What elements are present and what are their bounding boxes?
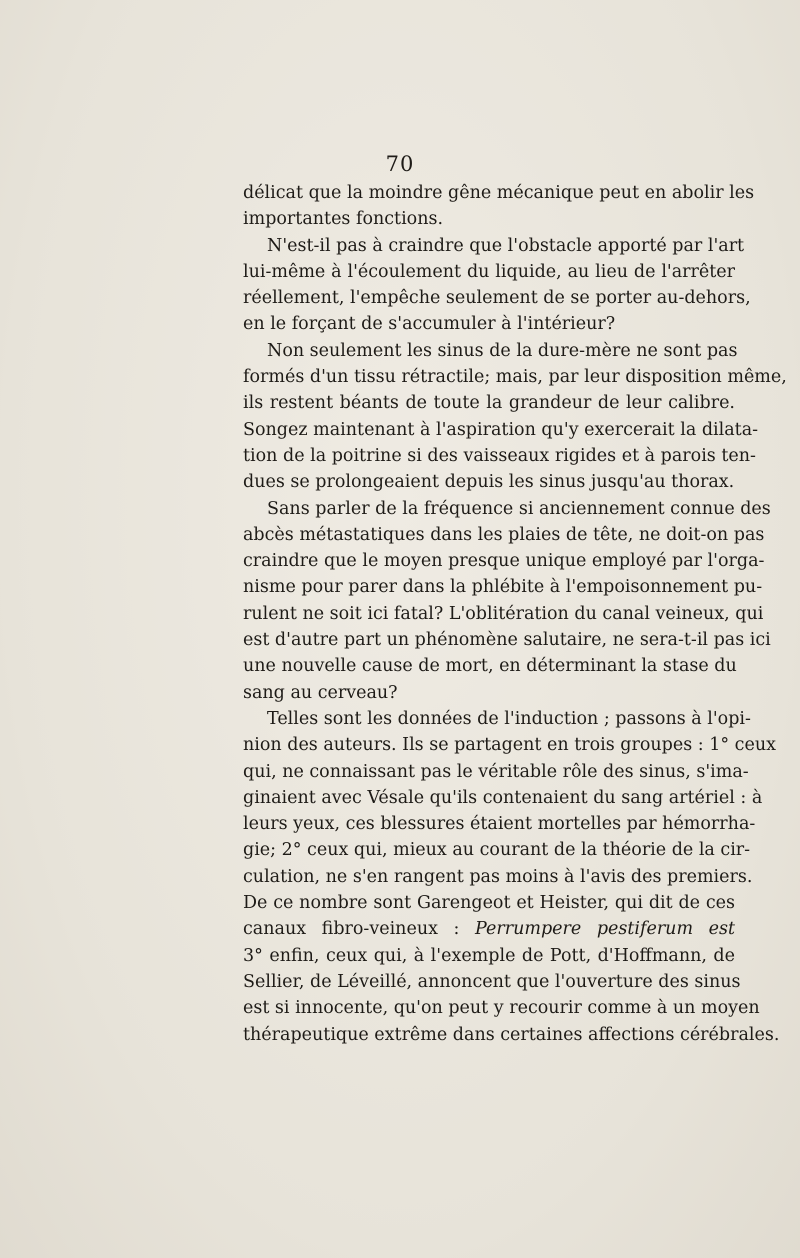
- text-segment: sang au cerveau?: [243, 682, 398, 703]
- text-line: [243, 443, 756, 469]
- text-segment: culation, ne s'en rangent pas moins à l'avis des premiers.: [243, 866, 753, 887]
- text-line: [243, 259, 735, 285]
- text-segment: ils restent béants de toute la grandeur de leur calibre.: [243, 393, 735, 414]
- text-line: [243, 1022, 780, 1048]
- text-line: [243, 548, 765, 574]
- text-line: [243, 338, 738, 364]
- text-line: [243, 680, 735, 706]
- text-segment: formés d'un tissu rétractile; mais, par leur disposition même,: [243, 367, 787, 388]
- text-line: [243, 706, 751, 732]
- text-segment: 3° enfin, ceux qui, à l'exemple de Pott, d'Hoffmann, de: [243, 945, 735, 966]
- text-segment: rulent ne soit ici fatal? L'oblitération du canal veineux, qui: [243, 603, 764, 624]
- text-segment: Non seulement les sinus de la dure-mère ne sont pas: [267, 340, 738, 361]
- text-line: [243, 785, 763, 811]
- text-segment: Sans parler de la fréquence si anciennement connue des: [267, 498, 771, 519]
- text-line: [243, 759, 749, 785]
- text-line: [243, 496, 771, 522]
- text-line: [243, 627, 771, 653]
- text-line: [243, 390, 735, 416]
- text-segment: tion de la poitrine si des vaisseaux rigides et à parois ten-: [243, 445, 756, 466]
- text-segment: nion des auteurs. Ils se partagent en trois groupes : 1° ceux: [243, 735, 776, 756]
- text-line: [243, 469, 735, 495]
- italic-quote: Perrumpere pestiferum est: [475, 919, 735, 940]
- text-segment: réellement, l'empêche seulement de se porter au-dehors,: [243, 288, 751, 309]
- text-line: [243, 522, 765, 548]
- text-line: [243, 206, 735, 232]
- text-segment: qui, ne connaissant pas le véritable rôle des sinus, s'ima-: [243, 761, 749, 782]
- text-segment: est si innocente, qu'on peut y recourir comme à un moyen: [243, 998, 760, 1019]
- text-line: [243, 364, 787, 390]
- page-number: 70: [385, 152, 415, 176]
- text-line: [243, 943, 735, 969]
- text-segment: De ce nombre sont Garengeot et Heister, qui dit de ces: [243, 893, 735, 914]
- text-line: [243, 811, 756, 837]
- text-line: [243, 180, 755, 206]
- text-segment: Sellier, de Léveillé, annoncent que l'ouverture des sinus: [243, 971, 741, 992]
- text-segment: thérapeutique extrême dans certaines affections cérébrales.: [243, 1024, 780, 1045]
- text-line: [243, 890, 735, 916]
- text-segment: est d'autre part un phénomène salutaire, ne sera-t-il pas ici: [243, 630, 771, 651]
- body-text: [243, 180, 787, 1048]
- text-segment: en le forçant de s'accumuler à l'intérieur?: [243, 314, 616, 335]
- text-line: [243, 417, 759, 443]
- text-line: [243, 601, 764, 627]
- text-line: [243, 653, 735, 679]
- text-segment: gie; 2° ceux qui, mieux au courant de la théorie de la cir-: [243, 840, 751, 861]
- text-segment: Telles sont les données de l'induction ; passons à l'opi-: [267, 708, 751, 729]
- text-segment: leurs yeux, ces blessures étaient mortelles par hémorrha-: [243, 814, 756, 835]
- text-segment: dues se prolongeaient depuis les sinus jusqu'au thorax.: [243, 472, 735, 493]
- text-line: [243, 732, 776, 758]
- text-segment: importantes fonctions.: [243, 209, 444, 230]
- text-segment: Songez maintenant à l'aspiration qu'y exercerait la dilata-: [243, 419, 759, 440]
- text-segment: abcès métastatiques dans les plaies de tête, ne doit-on pas: [243, 524, 765, 545]
- text-segment: une nouvelle cause de mort, en déterminant la stase du: [243, 656, 737, 677]
- text-line: [243, 995, 760, 1021]
- text-line: [243, 969, 741, 995]
- text-segment: nisme pour parer dans la phlébite à l'empoisonnement pu-: [243, 577, 763, 598]
- text-segment: N'est-il pas à craindre que l'obstacle apporté par l'art: [267, 235, 745, 256]
- text-line: [243, 837, 751, 863]
- text-line: [243, 916, 735, 942]
- text-line: [243, 311, 735, 337]
- text-line: [243, 233, 745, 259]
- text-segment: canaux fibro-veineux :: [243, 919, 476, 940]
- text-segment: délicat que la moindre gêne mécanique peut en abolir les: [243, 183, 755, 203]
- text-segment: lui-même à l'écoulement du liquide, au lieu de l'arrêter: [243, 261, 735, 282]
- text-segment: ginaient avec Vésale qu'ils contenaient du sang artériel : à: [243, 787, 763, 808]
- text-line: [243, 574, 763, 600]
- text-line: [243, 285, 751, 311]
- text-line: [243, 864, 753, 890]
- text-segment: craindre que le moyen presque unique employé par l'orga-: [243, 551, 765, 572]
